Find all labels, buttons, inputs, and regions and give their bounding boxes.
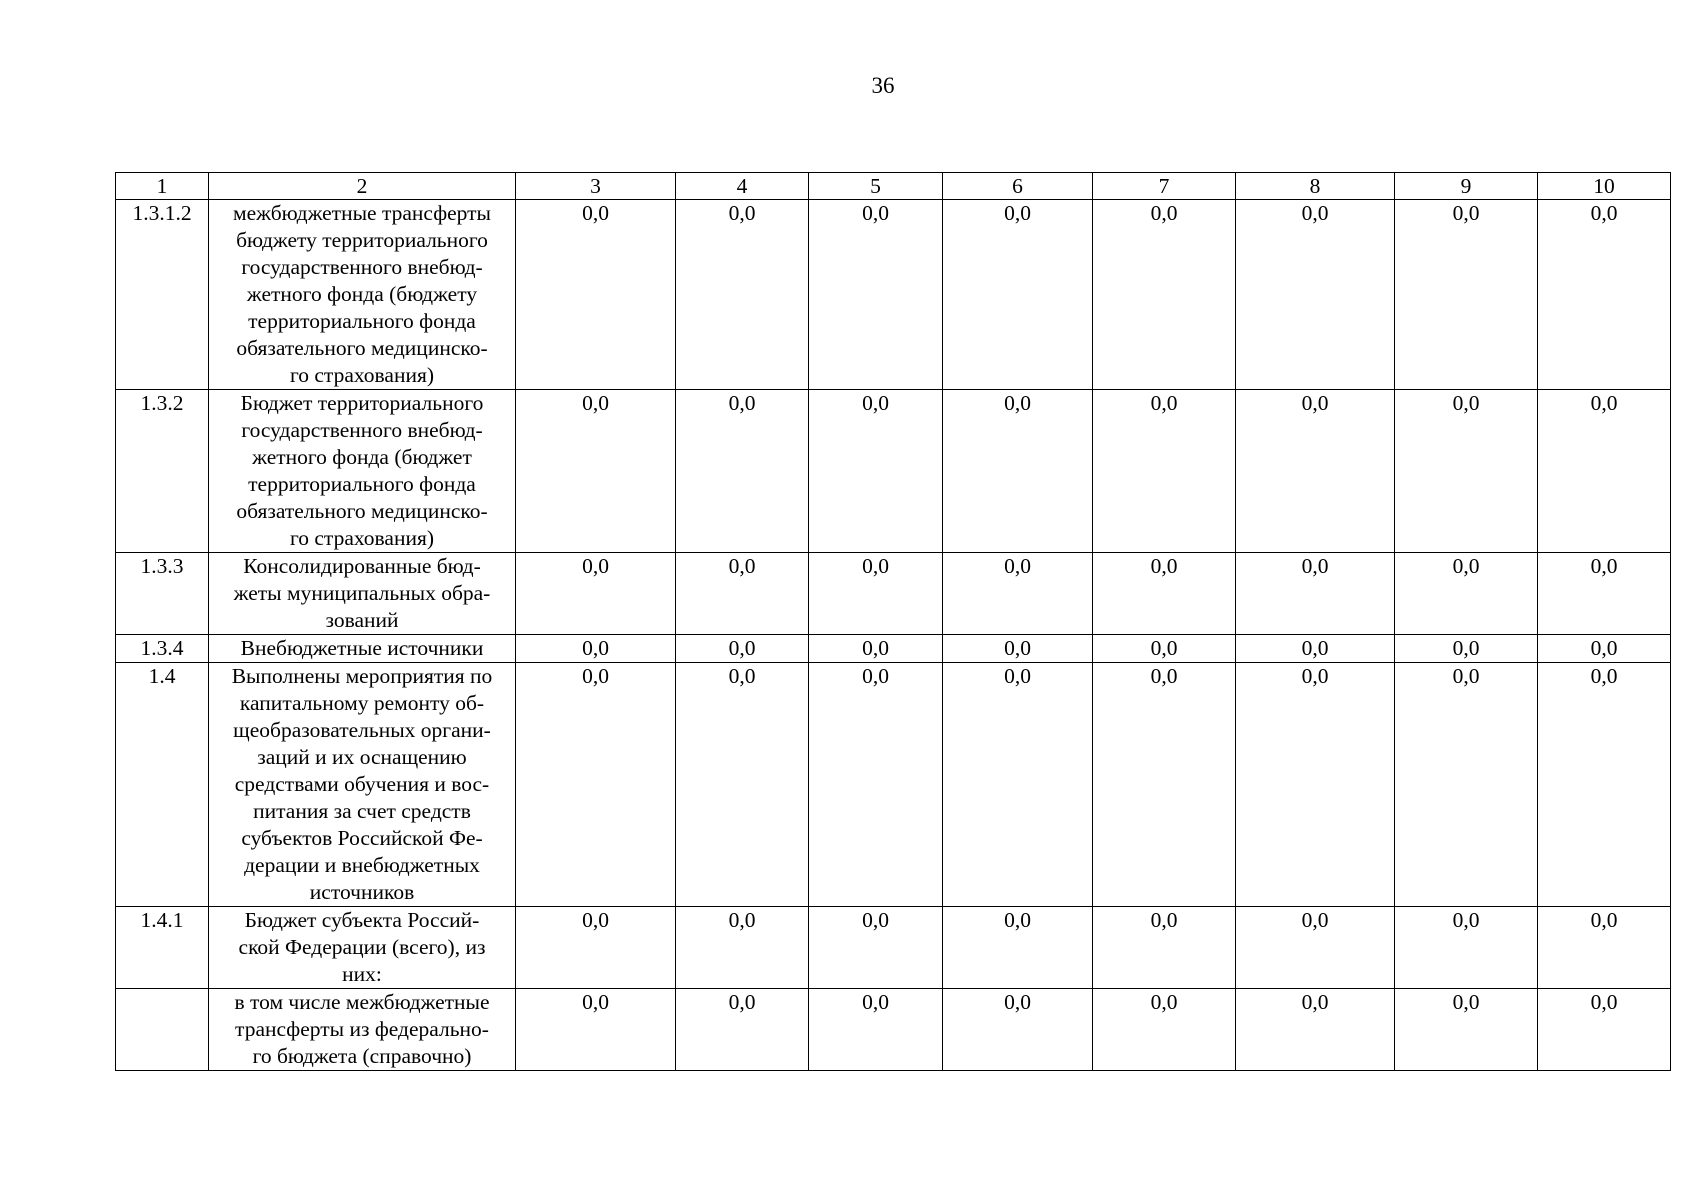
description-line: питания за счет средств: [253, 799, 471, 823]
value-cell: 0,0: [676, 635, 809, 663]
description-line: го бюджета (справочно): [252, 1044, 472, 1068]
row-description-cell: [209, 200, 516, 390]
table-header-row: [116, 173, 1671, 200]
value-cell: 0,0: [1236, 200, 1395, 390]
table-row: [116, 553, 1671, 635]
value-cell: 0,0: [1538, 907, 1671, 989]
description-line: субъектов Российской Фе-: [241, 826, 483, 850]
description-line: Внебюджетные источники: [240, 636, 484, 660]
row-number-cell: 1.4.1: [116, 907, 209, 989]
description-line: источников: [309, 880, 415, 904]
header-cell: 1: [116, 173, 209, 200]
value-cell: 0,0: [809, 200, 943, 390]
row-description-cell: [209, 663, 516, 907]
description-line: го страхования): [289, 363, 435, 387]
value-cell: 0,0: [516, 907, 676, 989]
description-line: Выполнены мероприятия по: [231, 664, 493, 688]
value-cell: 0,0: [1236, 390, 1395, 553]
header-cell: 3: [516, 173, 676, 200]
row-number-cell: 1.4: [116, 663, 209, 907]
row-description-cell: [209, 635, 516, 663]
value-cell: 0,0: [676, 663, 809, 907]
value-cell: 0,0: [1236, 907, 1395, 989]
budget-table: [115, 172, 1671, 1071]
value-cell: 0,0: [516, 553, 676, 635]
header-cell: 7: [1093, 173, 1236, 200]
description-line: межбюджетные трансферты: [233, 201, 491, 225]
value-cell: 0,0: [1538, 663, 1671, 907]
value-cell: 0,0: [516, 200, 676, 390]
value-cell: 0,0: [1395, 635, 1538, 663]
value-cell: 0,0: [676, 989, 809, 1071]
value-cell: 0,0: [809, 635, 943, 663]
description-line: обязательного медицинско-: [236, 336, 488, 360]
description-line: государственного внебюд-: [241, 418, 483, 442]
value-cell: 0,0: [943, 635, 1093, 663]
value-cell: 0,0: [1538, 390, 1671, 553]
value-cell: 0,0: [809, 390, 943, 553]
page-number: 36: [871, 73, 895, 98]
header-cell: 8: [1236, 173, 1395, 200]
value-cell: 0,0: [1093, 989, 1236, 1071]
header-cell: 9: [1395, 173, 1538, 200]
description-line: Консолидированные бюд-: [243, 554, 481, 578]
value-cell: 0,0: [1236, 989, 1395, 1071]
description-line: них:: [342, 962, 382, 986]
value-cell: 0,0: [1538, 989, 1671, 1071]
value-cell: 0,0: [1236, 553, 1395, 635]
value-cell: 0,0: [516, 635, 676, 663]
value-cell: 0,0: [1093, 663, 1236, 907]
value-cell: 0,0: [1236, 635, 1395, 663]
description-line: обязательного медицинско-: [236, 499, 488, 523]
value-cell: 0,0: [1093, 553, 1236, 635]
value-cell: 0,0: [516, 390, 676, 553]
description-line: территориального фонда: [248, 309, 476, 333]
value-cell: 0,0: [943, 907, 1093, 989]
row-description-cell: [209, 907, 516, 989]
value-cell: 0,0: [1093, 635, 1236, 663]
value-cell: 0,0: [1538, 200, 1671, 390]
description-line: трансферты из федерально-: [235, 1017, 489, 1041]
value-cell: 0,0: [1093, 907, 1236, 989]
description-line: бюджету территориального: [236, 228, 488, 252]
description-line: территориального фонда: [248, 472, 476, 496]
header-cell: 6: [943, 173, 1093, 200]
value-cell: 0,0: [809, 553, 943, 635]
description-line: щеобразовательных органи-: [233, 718, 491, 742]
row-number-cell: 1.3.2: [116, 390, 209, 553]
description-line: го страхования): [289, 526, 435, 550]
header-cell: 5: [809, 173, 943, 200]
value-cell: 0,0: [1395, 390, 1538, 553]
description-line: заций и их оснащению: [257, 745, 467, 769]
value-cell: 0,0: [676, 907, 809, 989]
row-description-cell: [209, 553, 516, 635]
value-cell: 0,0: [1236, 663, 1395, 907]
description-line: в том числе межбюджетные: [234, 990, 490, 1014]
table-row: [116, 390, 1671, 553]
description-line: средствами обучения и вос-: [234, 772, 490, 796]
value-cell: 0,0: [809, 663, 943, 907]
description-line: жетного фонда (бюджету: [246, 282, 478, 306]
value-cell: 0,0: [1093, 200, 1236, 390]
header-cell: 4: [676, 173, 809, 200]
table-row: [116, 200, 1671, 390]
row-number-cell: 1.3.1.2: [116, 200, 209, 390]
description-line: жетного фонда (бюджет: [252, 445, 472, 469]
description-line: зований: [325, 608, 399, 632]
description-line: государственного внебюд-: [241, 255, 483, 279]
header-cell: 2: [209, 173, 516, 200]
row-description-cell: [209, 989, 516, 1071]
description-line: Бюджет территориального: [240, 391, 484, 415]
description-line: ской Федерации (всего), из: [238, 935, 486, 959]
header-cell: 10: [1538, 173, 1671, 200]
row-description-cell: [209, 390, 516, 553]
row-number-cell: 1.3.4: [116, 635, 209, 663]
description-line: Бюджет субъекта Россий-: [244, 908, 480, 932]
table-row: [116, 635, 1671, 663]
value-cell: 0,0: [516, 663, 676, 907]
table-row: [116, 663, 1671, 907]
value-cell: 0,0: [1538, 635, 1671, 663]
value-cell: 0,0: [809, 907, 943, 989]
value-cell: 0,0: [1395, 200, 1538, 390]
table-row: [116, 907, 1671, 989]
row-number-cell: [116, 989, 209, 1071]
value-cell: 0,0: [943, 200, 1093, 390]
value-cell: 0,0: [943, 663, 1093, 907]
description-line: капитальному ремонту об-: [239, 691, 485, 715]
value-cell: 0,0: [1538, 553, 1671, 635]
value-cell: 0,0: [676, 390, 809, 553]
description-line: жеты муниципальных обра-: [233, 581, 491, 605]
value-cell: 0,0: [1395, 989, 1538, 1071]
value-cell: 0,0: [676, 553, 809, 635]
value-cell: 0,0: [943, 553, 1093, 635]
value-cell: 0,0: [1395, 907, 1538, 989]
table-body: [116, 173, 1671, 1071]
row-number-cell: 1.3.3: [116, 553, 209, 635]
value-cell: 0,0: [1093, 390, 1236, 553]
value-cell: 0,0: [1395, 663, 1538, 907]
value-cell: 0,0: [1395, 553, 1538, 635]
value-cell: 0,0: [676, 200, 809, 390]
description-line: дерации и внебюджетных: [244, 853, 480, 877]
table-row: [116, 989, 1671, 1071]
value-cell: 0,0: [516, 989, 676, 1071]
value-cell: 0,0: [943, 989, 1093, 1071]
value-cell: 0,0: [809, 989, 943, 1071]
value-cell: 0,0: [943, 390, 1093, 553]
